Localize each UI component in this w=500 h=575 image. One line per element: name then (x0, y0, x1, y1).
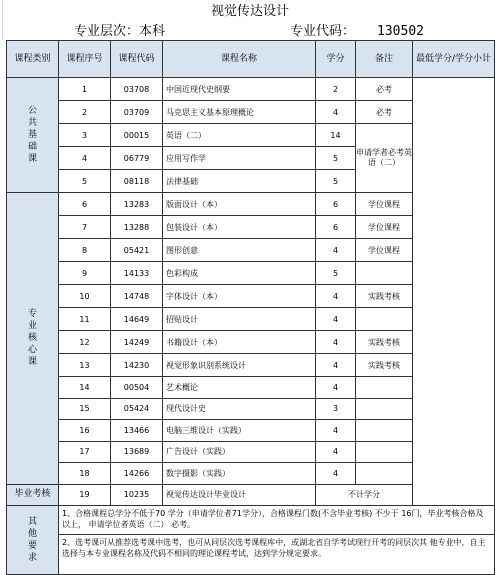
cell-credit: 5 (316, 170, 356, 193)
table-row-note (7, 535, 495, 575)
cell-seq: 9 (59, 262, 111, 285)
header-remark: 备注 (356, 41, 413, 78)
cell-credit: 6 (316, 216, 356, 239)
cell-min-credit (413, 78, 495, 506)
cell-code: 14133 (111, 262, 163, 285)
cell-name: 图形创意 (163, 239, 316, 262)
cell-credit: 4 (316, 463, 356, 485)
cell-code: 00015 (111, 124, 163, 147)
header-code: 课程代码 (111, 41, 163, 78)
cell-code: 14266 (111, 463, 163, 485)
cell-remark: 实践考核 (356, 354, 413, 377)
level-label: 专业层次：本科 (74, 24, 166, 39)
cell-credit: 14 (316, 124, 356, 147)
cell-remark: 申请学者必考英语（二） (356, 124, 413, 193)
cell-remark (356, 420, 413, 442)
cell-seq: 1 (59, 78, 111, 101)
cell-code: 00504 (111, 377, 163, 399)
cell-name: 马克思主义基本原理概论 (163, 101, 316, 124)
cell-seq: 8 (59, 239, 111, 262)
header-seq: 课程序号 (59, 41, 111, 78)
cell-credit: 不计学分 (316, 484, 413, 506)
cell-seq: 13 (59, 354, 111, 377)
cell-seq: 4 (59, 147, 111, 170)
cell-seq: 10 (59, 285, 111, 308)
cell-credit: 4 (316, 441, 356, 463)
cell-name: 中国近现代史纲要 (163, 78, 316, 101)
table-row (7, 78, 495, 101)
cell-remark: 学位课程 (356, 216, 413, 239)
cell-remark: 学位课程 (356, 239, 413, 262)
cell-seq: 16 (59, 420, 111, 442)
course-table (6, 40, 495, 575)
cell-code: 14249 (111, 331, 163, 354)
category-core: 专业核心课 (7, 193, 59, 485)
cell-code: 08118 (111, 170, 163, 193)
cell-name: 包装设计（本） (163, 216, 316, 239)
header-min-credit: 最低学分/学分小计 (413, 41, 495, 78)
cell-credit: 4 (316, 101, 356, 124)
cell-remark (356, 463, 413, 485)
cell-name: 电脑三维设计（实践） (163, 420, 316, 442)
cell-code: 10235 (111, 484, 163, 506)
header-credit: 学分 (316, 41, 356, 78)
cell-remark: 实践考核 (356, 285, 413, 308)
cell-seq: 6 (59, 193, 111, 216)
cell-code: 06779 (111, 147, 163, 170)
cell-remark: 学位课程 (356, 193, 413, 216)
cell-remark: 实践考核 (356, 331, 413, 354)
cell-remark (356, 398, 413, 420)
cell-code: 05424 (111, 398, 163, 420)
cell-credit: 4 (316, 377, 356, 399)
cell-remark (356, 377, 413, 399)
code-value: 130502 (377, 24, 424, 39)
code-label-group (290, 22, 424, 42)
cell-credit: 4 (316, 308, 356, 331)
cell-name: 色彩构成 (163, 262, 316, 285)
cell-credit: 4 (316, 354, 356, 377)
header-name: 课程名称 (163, 41, 316, 78)
cell-seq: 12 (59, 331, 111, 354)
cell-name: 视觉形象识别系统设计 (163, 354, 316, 377)
cell-credit: 4 (316, 285, 356, 308)
cell-seq: 11 (59, 308, 111, 331)
category-graduation: 毕业考核 (7, 484, 59, 506)
cell-name: 视觉传达设计毕业设计 (163, 484, 316, 506)
cell-code: 14649 (111, 308, 163, 331)
cell-credit: 5 (316, 262, 356, 285)
cell-code: 13689 (111, 441, 163, 463)
category-other: 其他要求 (7, 506, 59, 575)
table-row-note (7, 506, 495, 535)
cell-credit: 4 (316, 331, 356, 354)
note-2: 2、选考课可从推荐选考课中选考，也可从同层次选考课程库中，或湖北省自学考试现行开考的同层次其 他专业中，自主选择与本专业课程名称及代码不相同的理论课程考试，达到学分规定要求。 (59, 535, 495, 575)
cell-seq: 14 (59, 377, 111, 399)
cell-seq: 5 (59, 170, 111, 193)
cell-seq: 15 (59, 398, 111, 420)
cell-seq: 17 (59, 441, 111, 463)
cell-name: 法律基础 (163, 170, 316, 193)
cell-name: 字体设计（本） (163, 285, 316, 308)
cell-seq: 7 (59, 216, 111, 239)
cell-code: 03708 (111, 78, 163, 101)
cell-credit: 5 (316, 147, 356, 170)
cell-name: 书籍设计（本） (163, 331, 316, 354)
cell-name: 应用写作学 (163, 147, 316, 170)
cell-credit: 6 (316, 193, 356, 216)
cell-name: 艺术概论 (163, 377, 316, 399)
cell-remark (356, 262, 413, 285)
cell-code: 13466 (111, 420, 163, 442)
cell-code: 05421 (111, 239, 163, 262)
cell-code: 03709 (111, 101, 163, 124)
cell-seq: 18 (59, 463, 111, 485)
code-label: 专业代码： (290, 24, 356, 39)
cell-remark: 必考 (356, 101, 413, 124)
category-public: 公共基础课 (7, 78, 59, 193)
cell-remark (356, 441, 413, 463)
cell-seq: 3 (59, 124, 111, 147)
cell-name: 现代设计史 (163, 398, 316, 420)
cell-credit: 4 (316, 239, 356, 262)
cell-seq: 19 (59, 484, 111, 506)
page-title: 视觉传达设计 (210, 4, 289, 19)
cell-seq: 2 (59, 101, 111, 124)
cell-credit: 3 (316, 398, 356, 420)
cell-credit: 4 (316, 420, 356, 442)
cell-code: 13283 (111, 193, 163, 216)
cell-credit: 2 (316, 78, 356, 101)
cell-name: 广告设计（实践） (163, 441, 316, 463)
cell-name: 数字摄影（实践） (163, 463, 316, 485)
cell-code: 13288 (111, 216, 163, 239)
cell-name: 英语（二） (163, 124, 316, 147)
cell-name: 版面设计（本） (163, 193, 316, 216)
cell-code: 14230 (111, 354, 163, 377)
header-category: 课程类别 (7, 41, 59, 78)
cell-code: 14748 (111, 285, 163, 308)
note-1: 1、合格课程总学分不低于70 学分（申请学位者71学分），合格课程门数(不含毕业考核) 不少于 16门，毕业考核合格及以上， 申请学位者英语（二） 必考。 (59, 506, 495, 535)
cell-remark: 必考 (356, 78, 413, 101)
cell-name: 招贴设计 (163, 308, 316, 331)
cell-remark (356, 308, 413, 331)
